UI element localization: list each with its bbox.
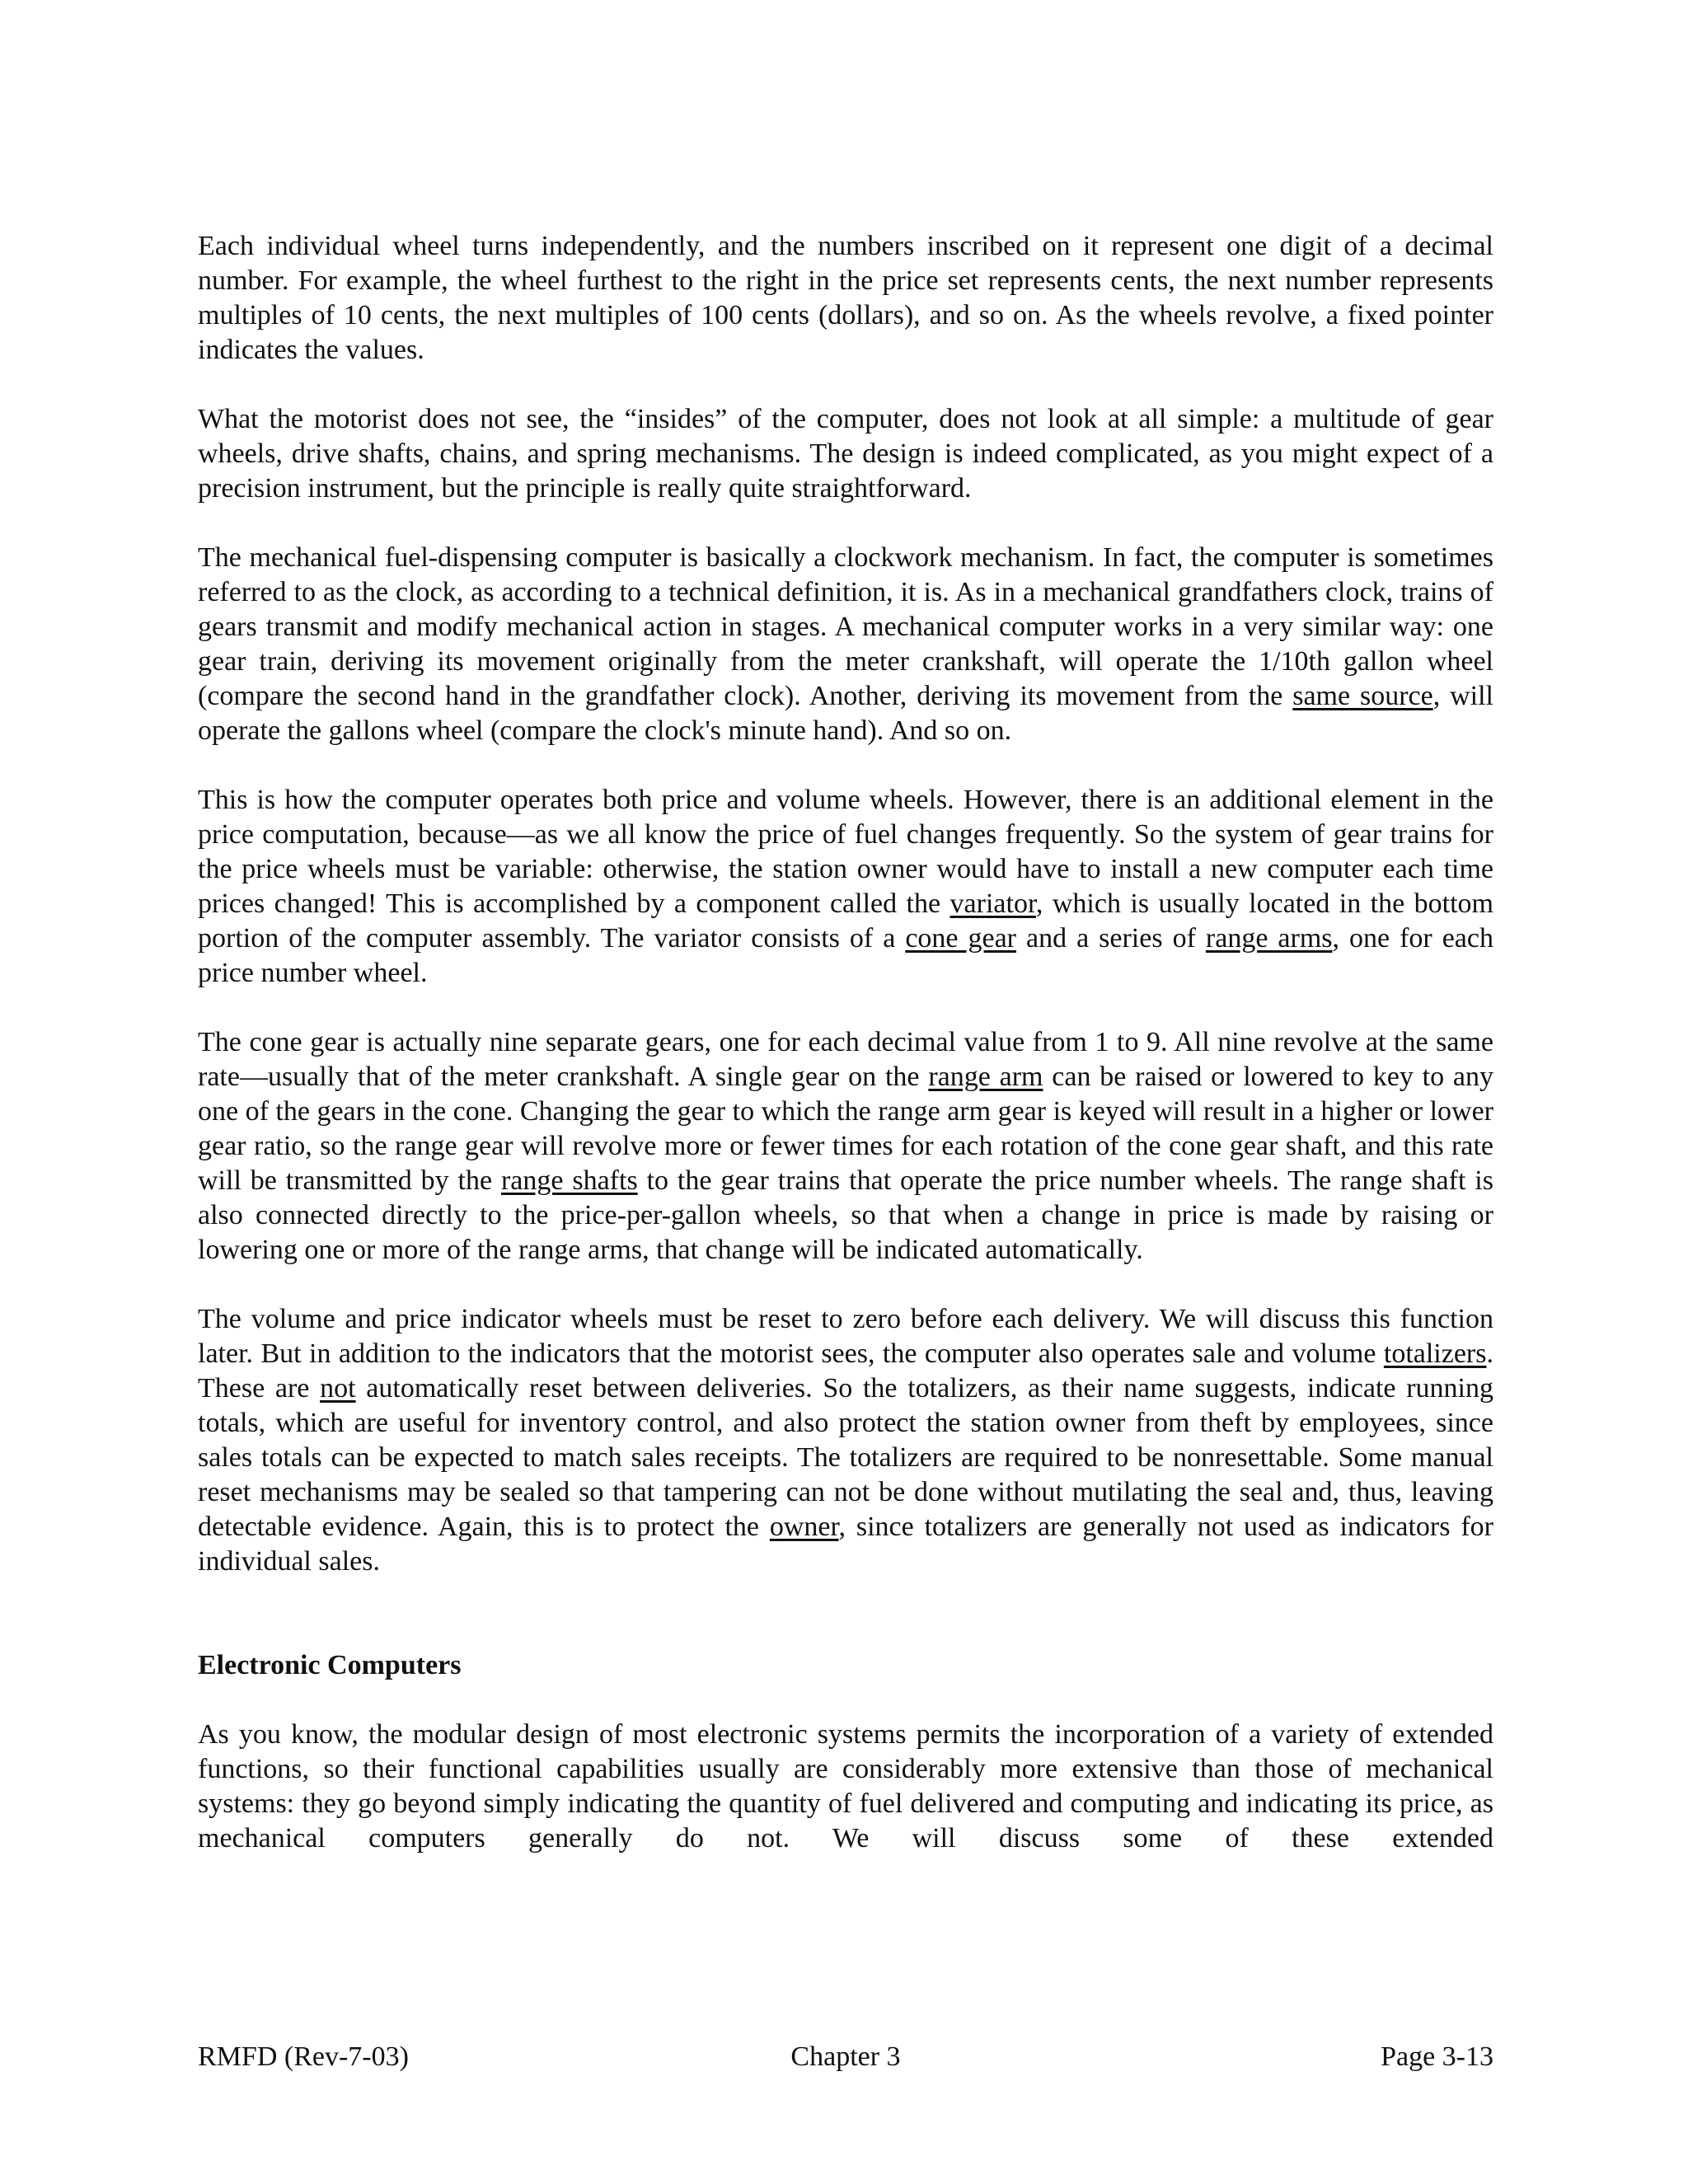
text-run: , since totalizers are generally not used as indicators for individual sales. — [198, 1511, 1493, 1577]
underlined-term: not — [320, 1373, 356, 1404]
section-paragraph: As you know, the modular design of most electronic systems permits the incorporation of a variety of extended functions, so their functional capabilities usually are considerably more extensive than those of mechanical systems: they go beyond simply indicating the quantity of fuel delivered and computing and indicating its price, as mechanical computers generally do not. We will discuss some of these extended — [198, 1719, 1493, 1854]
underlined-term: range arm — [928, 1062, 1043, 1092]
body-paragraph — [198, 229, 1493, 368]
text-run: . These are — [198, 1338, 1493, 1404]
footer-chapter: Chapter 3 — [790, 2041, 901, 2072]
text-run: to the gear trains that operate the price number wheels. The range shaft is also connected directly to the price-per-gallon wheels, so that when a change in price is made by raising or lowering one or more of the range arms, that change will be indicated automatically. — [198, 1165, 1493, 1265]
text-run: The cone gear is actually nine separate gears, one for each decimal value from 1 to 9. All nine revolve at the same rate—usually that of the meter crankshaft. A single gear on the — [198, 1027, 1493, 1092]
body-paragraph — [198, 402, 1493, 506]
section-heading: Electronic Computers — [198, 1650, 462, 1680]
body-paragraph — [198, 1302, 1493, 1579]
paragraph-list — [198, 229, 1493, 1579]
text-run: , which is usually located in the bottom portion of the computer assembly. The variator consists of a — [198, 888, 1493, 954]
text-run: Each individual wheel turns independently, and the numbers inscribed on it represent one digit of a decimal number. For example, the wheel furthest to the right in the price set represents cents, the next number represents multiples of 10 cents, the next multiples of 100 cents (dollars), and so on. As the wheels revolve, a fixed pointer indicates the values. — [198, 231, 1493, 365]
underlined-term: range shafts — [500, 1165, 638, 1196]
underlined-term: owner — [769, 1511, 839, 1542]
text-run: automatically reset between deliveries. So the totalizers, as their name suggests, indicate running totals, which are useful for inventory control, and also protect the station owner from theft by employees, since sales totals can be expected to match sales receipts. The totalizers are required to be nonresettable. Some manual reset mechanisms may be sealed so that tampering can not be done without mutilating the seal and, thus, leaving detectable evidence. Again, this is to protect the — [198, 1373, 1493, 1542]
body-paragraph — [198, 541, 1493, 748]
page-footer — [198, 2039, 1493, 2075]
text-run: and a series of — [1016, 923, 1206, 954]
heading-spacer — [198, 1614, 1493, 1648]
text-run: , one for each price number wheel. — [198, 923, 1493, 988]
text-run: What the motorist does not see, the “insides” of the computer, does not look at all simple: a multitude of gear wheels, drive shafts, chains, and spring mechanisms. The design is indeed complicated, as you might expect of a precision instrument, but the principle is really quite straightforward. — [198, 404, 1493, 504]
text-run: This is how the computer operates both price and volume wheels. However, there is an additional element in the price computation, because—as we all know the price of fuel changes frequently. So the system of gear trains for the price wheels must be variable: otherwise, the station owner would have to install a new computer each time prices changed! This is accomplished by a component called the — [198, 785, 1493, 919]
underlined-term: range arms — [1205, 923, 1333, 954]
text-run: can be raised or lowered to key to any one of the gears in the cone. Changing the gear to which the range arm gear is keyed will result in a higher or lower gear ratio, so the range gear will revolve more or fewer times for each rotation of the cone gear shaft, and this rate will be transmitted by the — [198, 1062, 1493, 1196]
underlined-term: totalizers — [1383, 1338, 1487, 1369]
text-run: , will operate the gallons wheel (compare the clock's minute hand). And so on. — [198, 681, 1493, 746]
body-paragraph — [198, 1025, 1493, 1268]
document-body — [198, 229, 1493, 1891]
underlined-term: variator — [950, 888, 1036, 919]
text-run: The volume and price indicator wheels must be reset to zero before each delivery. We will discuss this function later. But in addition to the indicators that the motorist sees, the computer also operates sale and volume — [198, 1304, 1493, 1369]
underlined-term: same source — [1292, 681, 1433, 711]
footer-doc-id: RMFD (Rev-7-03) — [198, 2041, 409, 2072]
body-paragraph — [198, 783, 1493, 991]
footer-page-number: Page 3-13 — [1381, 2041, 1493, 2072]
text-run: The mechanical fuel-dispensing computer is basically a clockwork mechanism. In fact, the computer is sometimes referred to as the clock, as according to a technical definition, it is. As in a mechanical grandfathers clock, trains of gears transmit and modify mechanical action in stages. A mechanical computer works in a very similar way: one gear train, deriving its movement originally from the meter crankshaft, will operate the 1/10th gallon wheel (compare the second hand in the grandfather clock). Another, deriving its movement from the — [198, 542, 1493, 711]
underlined-term: cone gear — [905, 923, 1016, 954]
